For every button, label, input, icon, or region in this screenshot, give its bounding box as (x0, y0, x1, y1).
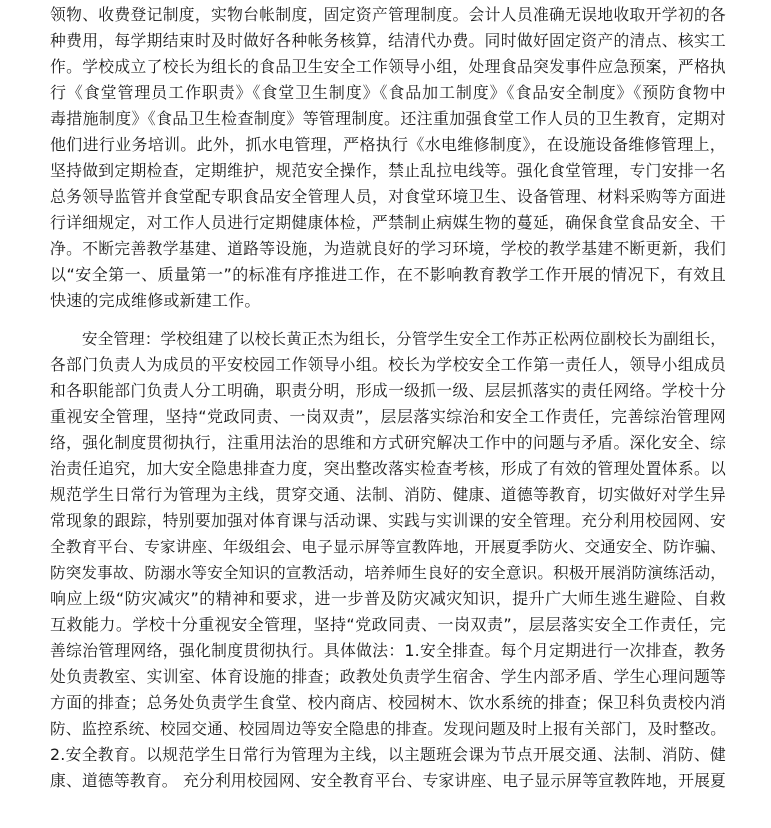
text-line: 防突发事故、防溺水等安全知识的宣教活动，培养师生良好的安全意识。积极开展消防演练活动， (50, 564, 726, 582)
text-line: 常现象的跟踪，特别要加强对体育课与活动课、实践与实训课的安全管理。充分利用校园网、安 (50, 511, 726, 530)
text-line: 安全管理：学校组建了以校长黄正杰为组长，分管学生安全工作苏正松两位副校长为副组长， (82, 330, 726, 348)
text-line: 康、道德等教育。 充分利用校园网、安全教育平台、专家讲座、电子显示屏等宣教阵地，开展夏 (50, 771, 726, 790)
text-line: 种费用，每学期结束时及时做好各种帐务核算，结清代办费。同时做好固定资产的清点、核实工 (50, 31, 726, 50)
text-line: 重视安全管理，坚持“党政同责、一岗双责”，层层落实综治和安全工作责任，完善综治管理网 (50, 407, 726, 426)
text-line: 领物、收费登记制度，实物台帐制度，固定资产管理制度。会计人员准确无误地收取开学初的各 (50, 5, 726, 24)
text-line: 响应上级“防灾减灾”的精神和要求，进一步普及防灾减灾知识，提升广大师生逃生避险、自救 (50, 589, 726, 608)
text-line: 行《食堂管理员工作职责》《食堂卫生制度》《食品加工制度》《食品安全制度》《预防食物中 (50, 83, 726, 102)
text-line: 总务领导监管并食堂配专职食品安全管理人员，对食堂环境卫生、设备管理、材料采购等方面进 (50, 187, 726, 206)
text-line: 全教育平台、专家讲座、年级组会、电子显示屏等宣教阵地，开展夏季防火、交通安全、防诈骗、 (50, 538, 726, 556)
text-line: 规范学生日常行为管理为主线，贯穿交通、法制、消防、健康、道德等教育，切实做好对学生异 (50, 485, 726, 504)
text-line: 快速的完成维修或新建工作。 (50, 291, 261, 310)
text-line: 互救能力。学校十分重视安全管理，坚持“党政同责、一岗双责”，层层落实安全工作责任，完 (50, 615, 726, 634)
text-line: 作。学校成立了校长为组长的食品卫生安全工作领导小组，处理食品突发事件应急预案，严格执 (50, 57, 726, 76)
text-line: 络，强化制度贯彻执行，注重用法治的思维和方式研究解决工作中的问题与矛盾。深化安全、综 (50, 433, 726, 452)
text-line: 方面的排查；总务处负责学生食堂、校内商店、校园树木、饮水系统的排查；保卫科负责校内消 (50, 693, 726, 712)
text-line: 2.安全教育。以规范学生日常行为管理为主线，以主题班会课为节点开展交通、法制、消防、健 (50, 745, 726, 764)
text-line: 和各职能部门负责人分工明确，职责分明，形成一级抓一级、层层抓落实的责任网络。学校十分 (50, 381, 726, 400)
text-line: 坚持做到定期检查，定期维护，规范安全操作，禁止乱拉电线等。强化食堂管理，专门安排一名 (50, 161, 726, 180)
text-line: 他们进行业务培训。此外，抓水电管理，严格执行《水电维修制度》，在设施设备维修管理上， (50, 135, 726, 154)
text-line: 净。不断完善教学基建、道路等设施，为造就良好的学习环境，学校的教学基建不断更新，我们 (50, 239, 726, 258)
text-line: 防、监控系统、校园交通、校园周边等安全隐患的排查。发现问题及时上报有关部门，及时整改。 (50, 720, 726, 738)
text-line: 处负责教室、实训室、体育设施的排查；政教处负责学生宿舍、学生内部矛盾、学生心理问题等 (50, 667, 726, 686)
text-line: 各部门负责人为成员的平安校园工作领导小组。校长为学校安全工作第一责任人，领导小组成员 (50, 355, 726, 374)
text-line: 行详细规定，对工作人员进行定期健康体检，严禁制止病媒生物的蔓延，确保食堂食品安全、干 (50, 213, 726, 232)
text-line: 治责任追究，加大安全隐患排查力度，突出整改落实检查考核，形成了有效的管理处置体系。以 (50, 459, 726, 478)
text-line: 毒措施制度》《食品卫生检查制度》等管理制度。还注重加强食堂工作人员的卫生教育，定期对 (50, 109, 726, 128)
text-line: 以“安全第一、质量第一”的标准有序推进工作，在不影响教育教学工作开展的情况下，有效且 (50, 265, 726, 284)
text-line: 善综治管理网络，强化制度贯彻执行。具体做法：1.安全排查。每个月定期进行一次排查，教务 (50, 641, 726, 660)
